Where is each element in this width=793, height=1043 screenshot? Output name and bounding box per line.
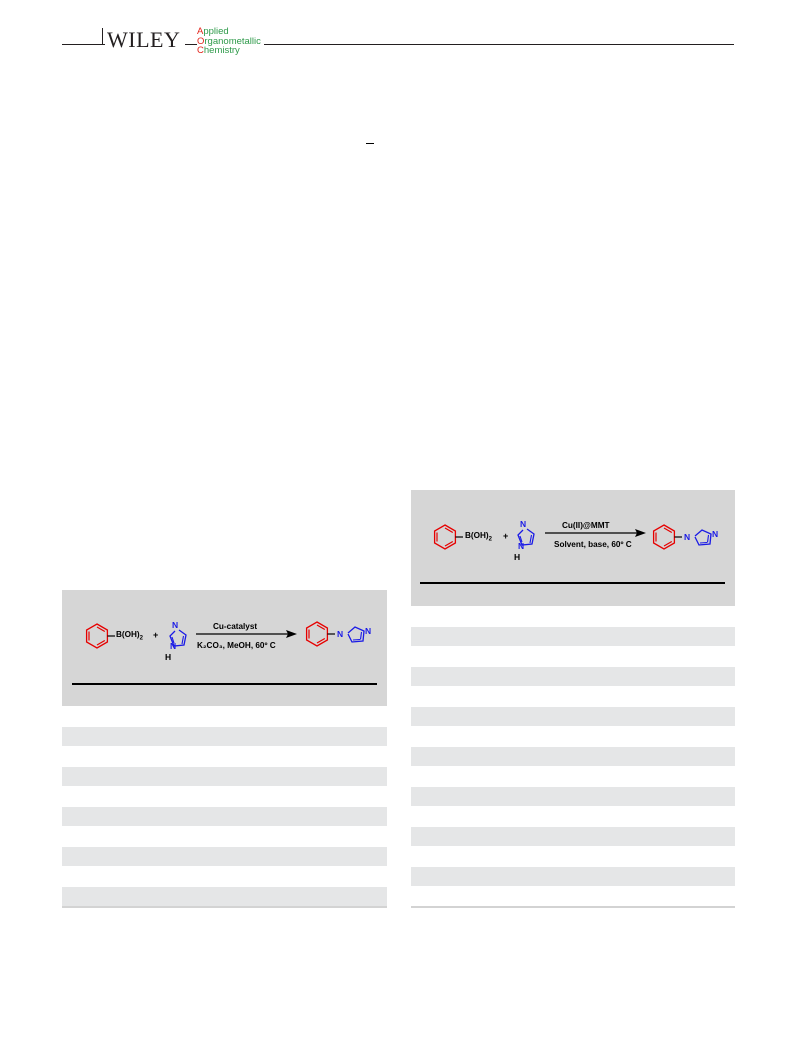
header-tick <box>102 28 103 44</box>
header-rule-left <box>62 44 105 45</box>
wiley-logo: WILEY <box>105 29 183 51</box>
table-row <box>62 767 387 786</box>
table-row <box>62 807 387 826</box>
product-n1: N <box>337 629 344 639</box>
table-row <box>411 867 735 886</box>
boronic-acid-label: $B(OH)_2$ <box>116 630 143 642</box>
arrow-conditions-label: Solvent, base, 60º C <box>554 540 632 549</box>
arrow-catalyst-label: Cu(II)@MMT <box>562 521 610 530</box>
table-row <box>411 707 735 726</box>
table-row <box>411 667 735 686</box>
table-bottom-rule <box>62 906 387 908</box>
header-rule-mid <box>185 44 197 45</box>
stray-dash <box>366 143 374 144</box>
imidazole-n-bottom: N <box>170 641 177 651</box>
arrow-conditions-label: K₂CO₃, MeOH, 60º C <box>197 641 276 650</box>
reaction-arrow <box>196 629 298 639</box>
phenylboronic-acid-ring <box>84 623 110 649</box>
table-row <box>62 847 387 866</box>
table-row <box>62 727 387 746</box>
plus-sign: + <box>153 630 159 640</box>
table-row <box>411 627 735 646</box>
product-n3: N <box>365 626 372 636</box>
header-rule-right <box>262 44 734 45</box>
product-phenyl-ring <box>304 621 330 647</box>
plus-sign: + <box>503 531 509 541</box>
reaction-arrow <box>545 528 647 538</box>
imidazole-h: H <box>165 652 172 662</box>
journal-logo: Applied Organometallic Chemistry <box>197 27 264 56</box>
product-n1: N <box>684 532 691 542</box>
arrow-catalyst-label: Cu-catalyst <box>213 622 258 631</box>
imidazole-n-top: N <box>520 519 527 529</box>
product-phenyl-ring <box>651 524 677 550</box>
phenylboronic-acid-ring <box>432 524 458 550</box>
imidazole-n-top: N <box>172 620 179 630</box>
table-row <box>411 787 735 806</box>
imidazole-n-bottom: N <box>518 541 525 551</box>
scheme-rule-right <box>420 582 725 584</box>
table-row <box>411 827 735 846</box>
table-row <box>411 747 735 766</box>
product-n3: N <box>712 529 719 539</box>
table-bottom-rule <box>411 906 735 908</box>
imidazole-h: H <box>514 552 521 562</box>
boronic-acid-label: $B(OH)_2$ <box>465 531 492 543</box>
table-row <box>62 887 387 906</box>
scheme-rule-left <box>72 683 377 685</box>
